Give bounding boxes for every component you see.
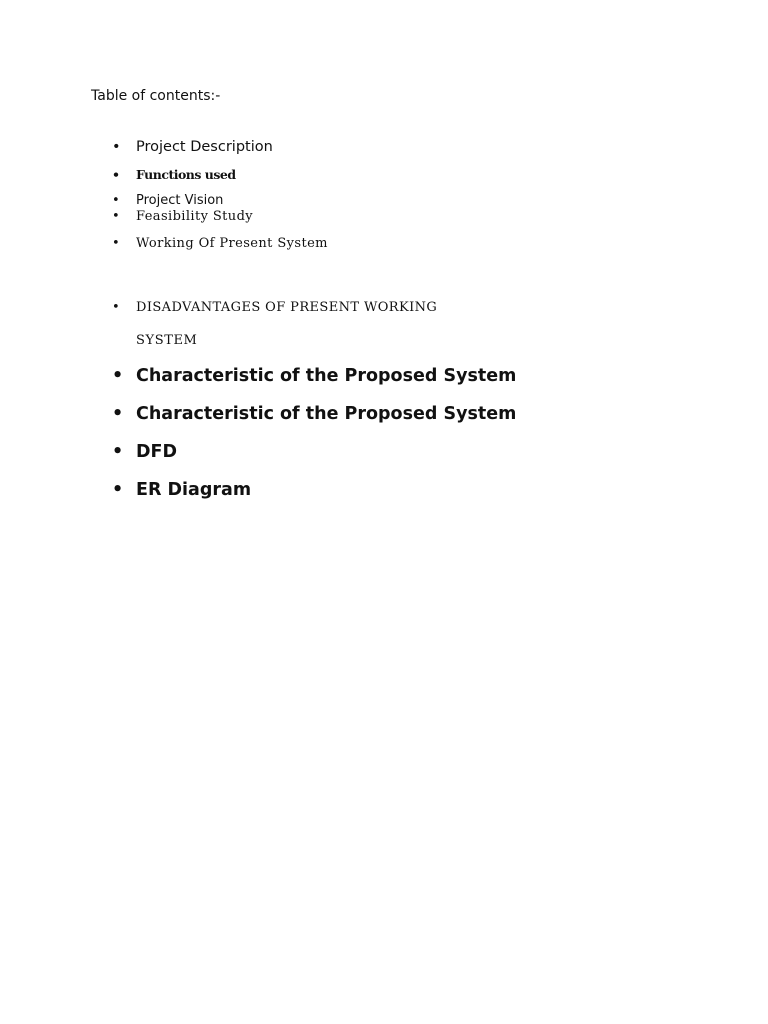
bullet-icon: •: [112, 139, 121, 155]
toc-item-label: Working Of Present System: [136, 236, 328, 251]
bullet-icon: •: [112, 442, 124, 462]
toc-item-label: Project Vision: [136, 193, 224, 208]
bullet-icon: •: [112, 480, 124, 500]
bullet-icon: •: [112, 167, 120, 182]
bullet-icon: •: [112, 193, 120, 208]
toc-item-label: DISADVANTAGES OF PRESENT WORKING: [136, 300, 438, 315]
bullet-icon: •: [112, 404, 124, 424]
bullet-icon: •: [112, 366, 124, 386]
toc-item-label: ER Diagram: [136, 480, 252, 500]
toc-item-label: Functions used: [136, 167, 236, 182]
toc-title: Table of contents:-: [91, 88, 221, 104]
bullet-icon: •: [112, 236, 121, 251]
bullet-icon: •: [112, 209, 121, 224]
toc-item-label: Characteristic of the Proposed System: [136, 366, 517, 386]
toc-item-label: Project Description: [136, 139, 273, 155]
toc-item-label: DFD: [136, 442, 178, 462]
bullet-icon: •: [112, 300, 121, 315]
toc-item-continuation: SYSTEM: [136, 333, 198, 348]
toc-item-label: Feasibility Study: [136, 209, 254, 224]
toc-item-label: Characteristic of the Proposed System: [136, 404, 517, 424]
